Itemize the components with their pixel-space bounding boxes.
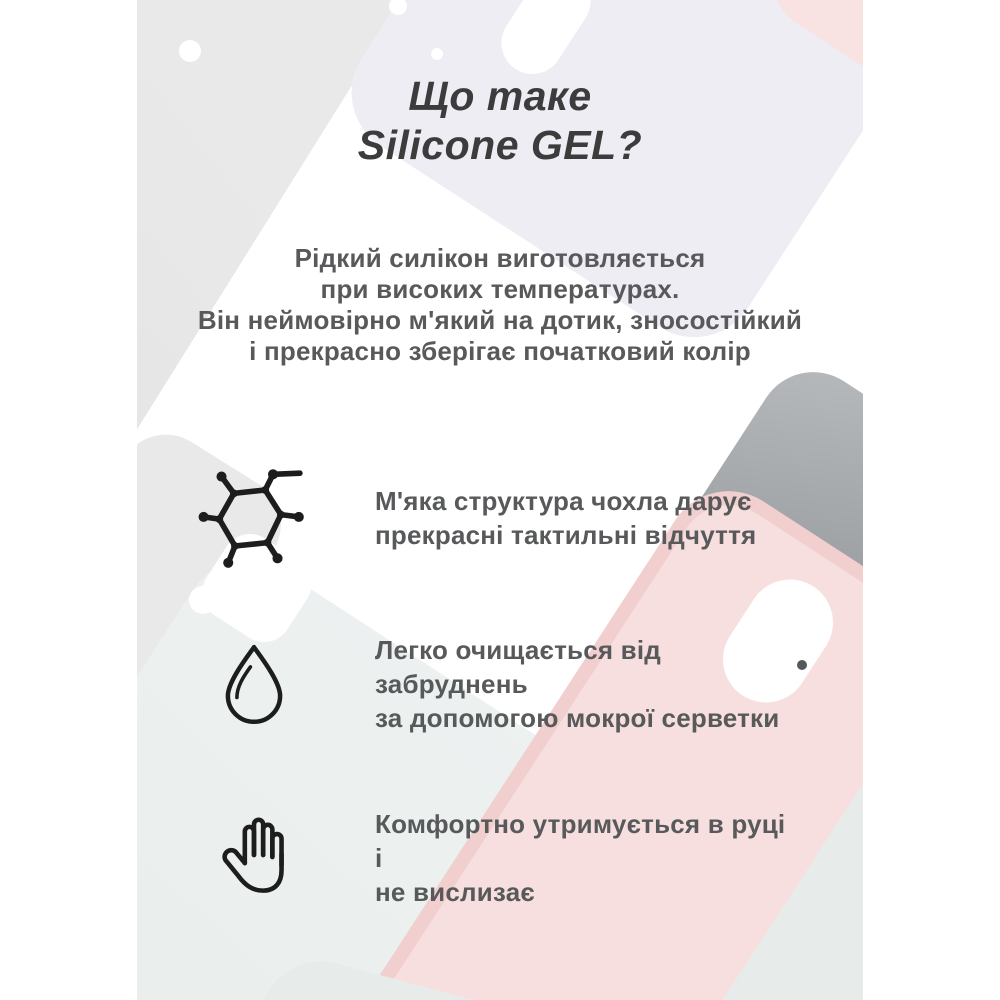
feature-line: за допомогою мокрої серветки [375,702,780,733]
molecule-icon [198,462,310,574]
feature-row-soft-structure [198,460,798,575]
camera-hole [179,40,201,62]
feature-line: прекрасні тактильні відчуття [375,519,757,550]
camera-lens-dot [797,660,807,670]
feature-line: Легко очищається від забруднень [375,634,661,699]
hand-icon [198,807,310,909]
feature-row-easy-clean [198,626,798,741]
camera-hole [431,48,443,60]
water-drop-icon [198,639,310,729]
title-line-1: Що таке [408,73,592,119]
feature-row-comfort-grip [198,800,798,915]
feature-text [375,807,798,909]
camera-hole [189,586,217,614]
intro-line: Рідкий силікон виготовляється [294,243,706,273]
feature-line: М'яка структура чохла дарує [375,485,752,516]
intro-line: Він неймовірно м'який на дотик, зносостійкий [197,305,803,335]
title-line-2: Silicone GEL? [357,122,643,168]
intro-line: і прекрасно зберігає початковий колір [249,336,751,366]
feature-line: Комфортно утримується в руці і [375,808,786,873]
intro-paragraph [0,243,1000,367]
feature-line: не вислизає [375,876,535,907]
page-title [0,72,1000,170]
feature-text [375,484,756,552]
intro-line: при високих температурах. [320,274,680,304]
feature-text [375,633,798,735]
